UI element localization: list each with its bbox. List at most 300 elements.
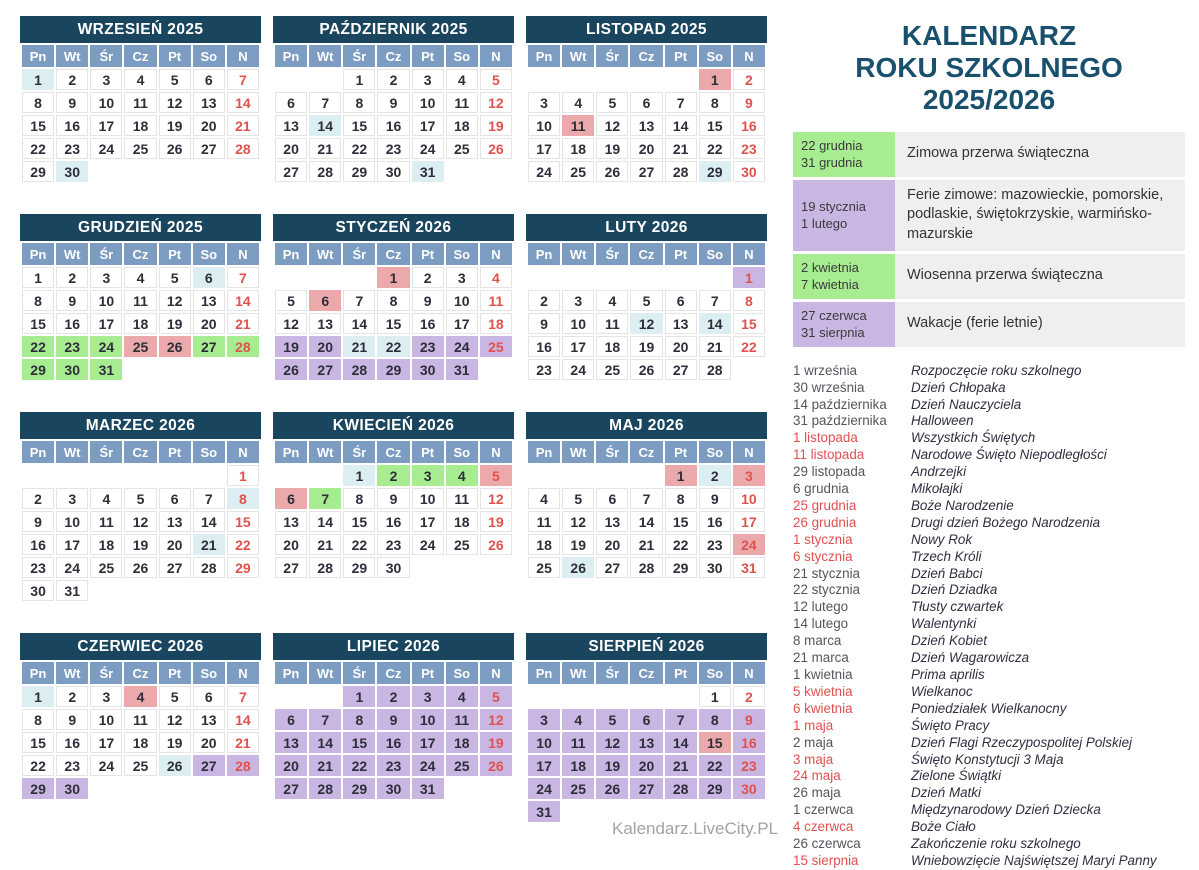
- day-cell: 29: [22, 161, 54, 182]
- weekday-header: So: [699, 243, 731, 265]
- day-cell: 6: [159, 488, 191, 509]
- day-cell: 27: [275, 557, 307, 578]
- empty-cell: [56, 465, 88, 486]
- empty-cell: [275, 69, 307, 90]
- empty-cell: [90, 465, 122, 486]
- day-cell: 19: [275, 336, 307, 357]
- weekday-header: Pn: [275, 45, 307, 67]
- day-cell: 26: [275, 359, 307, 380]
- day-cell: 18: [124, 115, 156, 136]
- weekday-header: Wt: [562, 662, 594, 684]
- day-cell: 15: [665, 511, 697, 532]
- day-cell: 25: [562, 778, 594, 799]
- holiday-name: Drugi dzień Bożego Narodzenia: [911, 514, 1101, 530]
- day-cell: 15: [22, 115, 54, 136]
- empty-cell: [193, 465, 225, 486]
- holiday-row: [793, 447, 1185, 464]
- day-cell: 21: [309, 138, 341, 159]
- weekday-header: Pn: [528, 45, 560, 67]
- day-cell: 11: [124, 709, 156, 730]
- holiday-row: [793, 599, 1185, 616]
- weekday-header: Śr: [90, 243, 122, 265]
- day-cell: 7: [630, 488, 662, 509]
- weekday-header: N: [227, 243, 259, 265]
- day-cell: 28: [630, 557, 662, 578]
- day-cell: 13: [193, 709, 225, 730]
- empty-cell: [562, 686, 594, 707]
- empty-cell: [665, 69, 697, 90]
- day-cell: 3: [90, 267, 122, 288]
- day-cell: 12: [159, 92, 191, 113]
- holiday-row: [793, 718, 1185, 735]
- empty-cell: [562, 465, 594, 486]
- day-cell: 7: [665, 709, 697, 730]
- weekday-header: N: [480, 441, 512, 463]
- weekday-header: Pt: [159, 441, 191, 463]
- holiday-date: 26 czerwca: [793, 836, 861, 852]
- day-cell: 28: [309, 557, 341, 578]
- day-cell: 4: [124, 686, 156, 707]
- day-cell: 19: [480, 732, 512, 753]
- empty-cell: [562, 801, 594, 822]
- day-cell: 16: [699, 511, 731, 532]
- day-cell: 8: [22, 92, 54, 113]
- day-cell: 22: [699, 138, 731, 159]
- day-cell: 6: [275, 709, 307, 730]
- holiday-date: 5 kwietnia: [793, 683, 853, 699]
- day-cell: 6: [630, 92, 662, 113]
- day-cell: 26: [480, 534, 512, 555]
- day-cell: 17: [528, 138, 560, 159]
- day-cell: 29: [343, 778, 375, 799]
- holiday-name: Dzień Flagi Rzeczypospolitej Polskiej: [911, 734, 1133, 750]
- day-cell: 29: [22, 778, 54, 799]
- legend-row: [793, 180, 1185, 251]
- day-cell: 26: [562, 557, 594, 578]
- holiday-name: Andrzejki: [911, 464, 967, 480]
- day-cell: 29: [665, 557, 697, 578]
- day-cell: 1: [665, 465, 697, 486]
- weekday-header: Wt: [309, 45, 341, 67]
- day-cell: 6: [665, 290, 697, 311]
- day-cell: 7: [309, 488, 341, 509]
- day-cell: 5: [275, 290, 307, 311]
- holiday-name: Wniebowzięcie Najświętszej Maryi Panny: [911, 852, 1157, 868]
- day-cell: 30: [412, 359, 444, 380]
- day-cell: 23: [733, 755, 765, 776]
- day-cell: 6: [275, 488, 307, 509]
- day-cell: 9: [377, 709, 409, 730]
- day-cell: 11: [528, 511, 560, 532]
- day-cell: 21: [665, 755, 697, 776]
- month-calendar: [526, 412, 767, 580]
- holiday-date: 1 kwietnia: [793, 667, 853, 682]
- holiday-row: [793, 735, 1185, 752]
- legend-label: Ferie zimowe: mazowieckie, pomorskie, podlaskie, świętokrzyskie, warmińsko-mazurskie: [895, 180, 1185, 251]
- day-cell: 13: [275, 511, 307, 532]
- day-cell: 31: [528, 801, 560, 822]
- day-cell: 20: [275, 755, 307, 776]
- day-cell: 20: [596, 534, 628, 555]
- empty-cell: [699, 267, 731, 288]
- month-title: PAŹDZIERNIK 2025: [273, 16, 514, 43]
- holiday-date: 12 lutego: [793, 599, 849, 615]
- day-cell: 21: [309, 755, 341, 776]
- day-cell: 12: [596, 115, 628, 136]
- day-cell: 24: [90, 755, 122, 776]
- day-cell: 4: [446, 69, 478, 90]
- empty-cell: [480, 161, 512, 182]
- day-cell: 23: [377, 534, 409, 555]
- holiday-row: [793, 582, 1185, 599]
- empty-cell: [562, 69, 594, 90]
- holiday-name: Prima aprilis: [911, 667, 985, 682]
- holiday-row: [793, 464, 1185, 481]
- day-cell: 1: [343, 69, 375, 90]
- holiday-date: 8 marca: [793, 633, 842, 649]
- legend: [793, 132, 1185, 347]
- day-cell: 13: [193, 290, 225, 311]
- day-cell: 20: [275, 534, 307, 555]
- holiday-row: [793, 481, 1185, 498]
- day-cell: 4: [480, 267, 512, 288]
- holiday-name: Poniedziałek Wielkanocny: [911, 700, 1067, 716]
- holiday-date: 14 lutego: [793, 616, 849, 632]
- day-cell: 23: [56, 336, 88, 357]
- weekday-header: Śr: [343, 662, 375, 684]
- holiday-name: Dzień Chłopaka: [911, 379, 1006, 395]
- weekday-header: So: [446, 45, 478, 67]
- day-cell: 9: [22, 511, 54, 532]
- legend-date-range: 22 grudnia 31 grudnia: [793, 132, 895, 177]
- day-cell: 13: [159, 511, 191, 532]
- day-cell: 13: [275, 732, 307, 753]
- legend-row: [793, 302, 1185, 347]
- day-cell: 8: [665, 488, 697, 509]
- holiday-row: [793, 616, 1185, 633]
- day-cell: 16: [22, 534, 54, 555]
- day-cell: 18: [90, 534, 122, 555]
- day-cell: 12: [124, 511, 156, 532]
- holiday-date: 29 listopada: [793, 464, 866, 480]
- day-cell: 6: [309, 290, 341, 311]
- legend-label: Wakacje (ferie letnie): [895, 302, 1185, 347]
- month-calendar: [526, 214, 767, 382]
- day-cell: 22: [699, 755, 731, 776]
- empty-cell: [630, 267, 662, 288]
- weekday-header: So: [193, 243, 225, 265]
- holiday-row: [793, 650, 1185, 667]
- empty-cell: [90, 161, 122, 182]
- weekday-header: Pn: [275, 441, 307, 463]
- day-cell: 9: [412, 290, 444, 311]
- weekday-header: Cz: [630, 45, 662, 67]
- weekday-header: So: [446, 441, 478, 463]
- holiday-name: Dzień Matki: [911, 785, 981, 801]
- day-cell: 18: [562, 755, 594, 776]
- weekday-header: So: [699, 441, 731, 463]
- day-cell: 10: [90, 290, 122, 311]
- holiday-date: 14 października: [793, 396, 887, 412]
- holiday-name: Boże Ciało: [911, 819, 976, 835]
- holiday-date: 22 stycznia: [793, 582, 860, 598]
- months-grid: [20, 16, 768, 824]
- weekday-header: Cz: [377, 662, 409, 684]
- day-cell: 23: [412, 336, 444, 357]
- day-cell: 20: [665, 336, 697, 357]
- day-cell: 29: [699, 778, 731, 799]
- day-cell: 2: [733, 69, 765, 90]
- day-cell: 17: [733, 511, 765, 532]
- weekday-header: N: [227, 662, 259, 684]
- day-cell: 17: [412, 115, 444, 136]
- holiday-row: [793, 785, 1185, 802]
- empty-cell: [596, 267, 628, 288]
- day-cell: 27: [159, 557, 191, 578]
- day-cell: 26: [630, 359, 662, 380]
- day-cell: 29: [377, 359, 409, 380]
- day-cell: 7: [309, 92, 341, 113]
- day-cell: 29: [343, 557, 375, 578]
- month-title: WRZESIEŃ 2025: [20, 16, 261, 43]
- day-cell: 1: [699, 69, 731, 90]
- holiday-name: Wielkanoc: [911, 683, 973, 699]
- empty-cell: [159, 161, 191, 182]
- empty-cell: [193, 580, 225, 601]
- holiday-date: 1 listopada: [793, 430, 858, 446]
- weekday-header: N: [733, 662, 765, 684]
- day-cell: 11: [90, 511, 122, 532]
- weekday-header: N: [733, 243, 765, 265]
- day-cell: 19: [159, 115, 191, 136]
- day-cell: 19: [630, 336, 662, 357]
- day-cell: 14: [227, 92, 259, 113]
- empty-cell: [124, 161, 156, 182]
- day-cell: 10: [528, 732, 560, 753]
- day-cell: 17: [412, 511, 444, 532]
- day-cell: 22: [227, 534, 259, 555]
- month-title: LUTY 2026: [526, 214, 767, 241]
- day-cell: 6: [193, 686, 225, 707]
- day-cell: 30: [22, 580, 54, 601]
- day-cell: 13: [275, 115, 307, 136]
- day-cell: 18: [596, 336, 628, 357]
- day-cell: 17: [90, 115, 122, 136]
- weekday-header: Pt: [159, 662, 191, 684]
- day-cell: 8: [699, 709, 731, 730]
- day-cell: 9: [733, 709, 765, 730]
- page-title-line3: 2025/2026: [922, 83, 1056, 115]
- day-cell: 24: [562, 359, 594, 380]
- weekday-header: Śr: [343, 45, 375, 67]
- holiday-date: 15 sierpnia: [793, 852, 859, 868]
- empty-cell: [343, 267, 375, 288]
- holiday-row: [793, 430, 1185, 447]
- day-cell: 13: [596, 511, 628, 532]
- empty-cell: [227, 359, 259, 380]
- day-cell: 9: [528, 313, 560, 334]
- day-cell: 28: [309, 778, 341, 799]
- weekday-header: N: [733, 45, 765, 67]
- weekday-header: Śr: [596, 243, 628, 265]
- day-cell: 6: [193, 69, 225, 90]
- day-cell: 13: [193, 92, 225, 113]
- day-cell: 31: [56, 580, 88, 601]
- holiday-row: [793, 633, 1185, 650]
- day-cell: 13: [630, 732, 662, 753]
- day-cell: 23: [377, 755, 409, 776]
- holiday-date: 1 maja: [793, 717, 834, 733]
- empty-cell: [480, 778, 512, 799]
- day-cell: 14: [630, 511, 662, 532]
- day-cell: 11: [562, 732, 594, 753]
- day-cell: 3: [446, 267, 478, 288]
- empty-cell: [446, 778, 478, 799]
- month-title: STYCZEŃ 2026: [273, 214, 514, 241]
- weekday-header: Wt: [56, 45, 88, 67]
- holiday-date: 11 listopada: [793, 447, 865, 463]
- day-cell: 3: [528, 709, 560, 730]
- holiday-row: [793, 413, 1185, 430]
- day-cell: 21: [227, 732, 259, 753]
- empty-cell: [124, 580, 156, 601]
- day-cell: 24: [528, 161, 560, 182]
- day-cell: 18: [446, 511, 478, 532]
- day-cell: 14: [193, 511, 225, 532]
- day-cell: 8: [733, 290, 765, 311]
- day-cell: 11: [446, 488, 478, 509]
- empty-cell: [227, 161, 259, 182]
- empty-cell: [159, 778, 191, 799]
- day-cell: 1: [227, 465, 259, 486]
- month-calendar: [20, 16, 261, 184]
- holiday-name: Dzień Wagarowicza: [911, 650, 1030, 666]
- day-cell: 3: [562, 290, 594, 311]
- empty-cell: [528, 69, 560, 90]
- empty-cell: [446, 161, 478, 182]
- holiday-date: 6 stycznia: [793, 548, 853, 564]
- day-cell: 29: [343, 161, 375, 182]
- day-cell: 19: [562, 534, 594, 555]
- day-cell: 9: [56, 709, 88, 730]
- day-cell: 7: [343, 290, 375, 311]
- day-cell: 22: [377, 336, 409, 357]
- holiday-name: Walentynki: [911, 616, 977, 632]
- day-cell: 8: [227, 488, 259, 509]
- legend-date-range: 2 kwietnia 7 kwietnia: [793, 254, 895, 299]
- day-cell: 2: [412, 267, 444, 288]
- weekday-header: Śr: [596, 45, 628, 67]
- month-title: LIPIEC 2026: [273, 633, 514, 660]
- weekday-header: Pn: [528, 662, 560, 684]
- day-cell: 10: [733, 488, 765, 509]
- weekday-header: N: [733, 441, 765, 463]
- weekday-header: Wt: [56, 662, 88, 684]
- empty-cell: [630, 69, 662, 90]
- day-cell: 22: [22, 138, 54, 159]
- day-cell: 12: [159, 290, 191, 311]
- day-cell: 7: [227, 686, 259, 707]
- weekday-header: Śr: [596, 441, 628, 463]
- day-cell: 9: [56, 92, 88, 113]
- holiday-row: [793, 498, 1185, 515]
- day-cell: 20: [309, 336, 341, 357]
- empty-cell: [193, 161, 225, 182]
- empty-cell: [309, 465, 341, 486]
- day-cell: 25: [124, 138, 156, 159]
- day-cell: 27: [275, 161, 307, 182]
- day-cell: 29: [699, 161, 731, 182]
- empty-cell: [309, 686, 341, 707]
- day-cell: 9: [377, 488, 409, 509]
- weekday-header: Śr: [90, 45, 122, 67]
- day-cell: 11: [446, 709, 478, 730]
- empty-cell: [90, 580, 122, 601]
- day-cell: 22: [22, 336, 54, 357]
- empty-cell: [159, 359, 191, 380]
- weekday-header: Wt: [309, 243, 341, 265]
- day-cell: 25: [480, 336, 512, 357]
- weekday-header: Cz: [124, 243, 156, 265]
- day-cell: 24: [56, 557, 88, 578]
- day-cell: 3: [528, 92, 560, 113]
- day-cell: 16: [56, 115, 88, 136]
- day-cell: 22: [733, 336, 765, 357]
- day-cell: 5: [124, 488, 156, 509]
- weekday-header: Pn: [22, 243, 54, 265]
- day-cell: 4: [562, 709, 594, 730]
- day-cell: 25: [562, 161, 594, 182]
- day-cell: 29: [227, 557, 259, 578]
- empty-cell: [159, 465, 191, 486]
- holiday-row: [793, 532, 1185, 549]
- day-cell: 16: [377, 511, 409, 532]
- day-cell: 14: [227, 709, 259, 730]
- day-cell: 31: [446, 359, 478, 380]
- day-cell: 19: [159, 313, 191, 334]
- day-cell: 8: [699, 92, 731, 113]
- weekday-header: So: [193, 45, 225, 67]
- page-title-line2: ROKU SZKOLNEGO: [855, 51, 1123, 83]
- day-cell: 3: [412, 465, 444, 486]
- empty-cell: [275, 686, 307, 707]
- day-cell: 5: [596, 92, 628, 113]
- holiday-row: [793, 684, 1185, 701]
- holiday-row: [793, 566, 1185, 583]
- day-cell: 4: [446, 686, 478, 707]
- day-cell: 24: [446, 336, 478, 357]
- day-cell: 31: [412, 161, 444, 182]
- empty-cell: [528, 267, 560, 288]
- weekday-header: N: [227, 45, 259, 67]
- weekday-header: Pn: [22, 662, 54, 684]
- weekday-header: Pt: [159, 243, 191, 265]
- holiday-name: Halloween: [911, 413, 974, 429]
- month-title: MAJ 2026: [526, 412, 767, 439]
- holiday-row: [793, 363, 1185, 380]
- weekday-header: Pt: [665, 45, 697, 67]
- day-cell: 16: [56, 313, 88, 334]
- day-cell: 11: [596, 313, 628, 334]
- day-cell: 22: [665, 534, 697, 555]
- day-cell: 8: [377, 290, 409, 311]
- day-cell: 16: [412, 313, 444, 334]
- day-cell: 11: [480, 290, 512, 311]
- month-calendar: [526, 633, 767, 824]
- day-cell: 14: [699, 313, 731, 334]
- day-cell: 9: [377, 92, 409, 113]
- day-cell: 2: [528, 290, 560, 311]
